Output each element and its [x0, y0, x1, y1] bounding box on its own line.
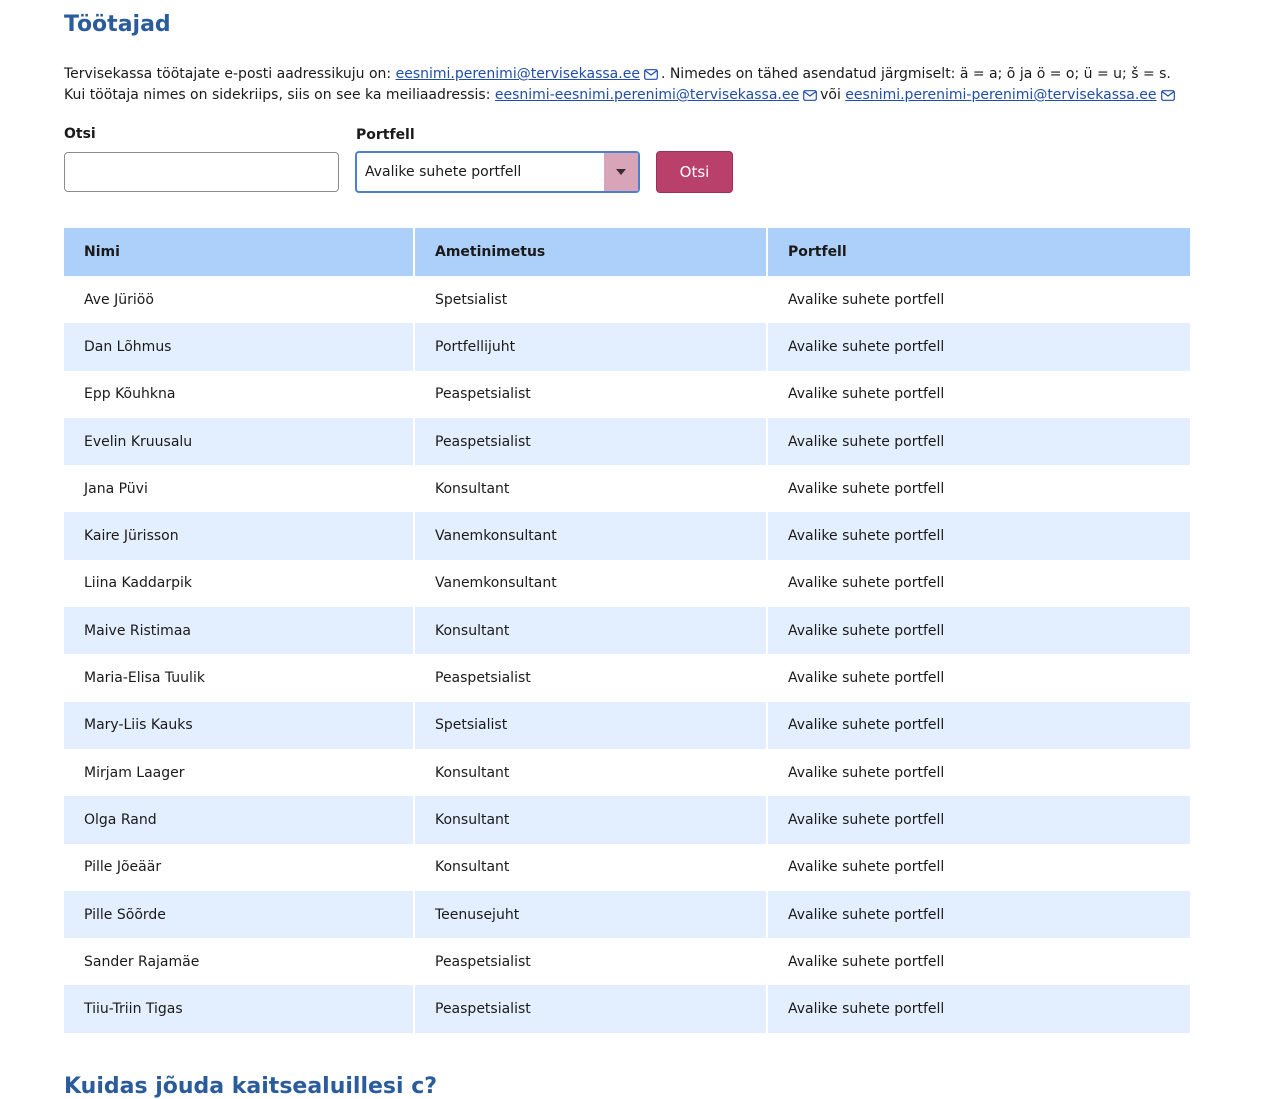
cell-portfell: Avalike suhete portfell	[767, 418, 1190, 465]
table-header-row	[64, 228, 1190, 276]
employees-table	[64, 228, 1190, 1033]
cell-portfell: Avalike suhete portfell	[767, 938, 1190, 985]
cell-title: Spetsialist	[414, 276, 767, 323]
portfell-selected-value: Avalike suhete portfell	[365, 164, 522, 180]
page-title: Töötajad	[64, 12, 171, 37]
cell-name: Mary-Liis Kauks	[64, 702, 414, 749]
cell-name: Jana Püvi	[84, 480, 148, 497]
cell-name: Tiiu-Triin Tigas	[64, 985, 414, 1032]
cell-title: Spetsialist	[414, 702, 767, 749]
chevron-down-icon[interactable]	[604, 153, 638, 191]
table-row	[64, 371, 1190, 418]
cell-portfell: Avalike suhete portfell	[767, 323, 1190, 370]
cell-portfell: Avalike suhete portfell	[767, 607, 1190, 654]
cell-name: Evelin Kruusalu	[64, 418, 414, 465]
cell-portfell: Avalike suhete portfell	[767, 749, 1190, 796]
table-row	[64, 796, 1190, 843]
cell-name: Mirjam Laager	[84, 764, 185, 781]
cell-name: Olga Rand	[64, 796, 414, 843]
cell-portfell: Avalike suhete portfell	[767, 276, 1190, 323]
cell-name: Sander Rajamäe	[84, 953, 200, 970]
table-row	[64, 891, 1190, 938]
cell-portfell: Avalike suhete portfell	[767, 891, 1190, 938]
cell-name: Ave Jüriöö	[84, 291, 154, 308]
table-body	[64, 276, 1190, 1033]
cell-title: Vanemkonsultant	[414, 512, 767, 559]
cell-name: Liina Kaddarpik	[84, 575, 192, 592]
cell-title: Konsultant	[414, 749, 767, 796]
portfell-select[interactable]	[355, 151, 640, 193]
portfell-label: Portfell	[356, 127, 415, 143]
cell-title: Konsultant	[414, 607, 767, 654]
cell-name: Epp Kõuhkna	[84, 386, 176, 403]
table-row	[64, 702, 1190, 749]
cell-portfell: Avalike suhete portfell	[767, 796, 1190, 843]
cell-title: Portfellijuht	[414, 323, 767, 370]
cell-portfell: Avalike suhete portfell	[767, 702, 1190, 749]
cell-title: Vanemkonsultant	[414, 560, 767, 607]
cell-title: Teenusejuht	[414, 891, 767, 938]
cell-title: Peaspetsialist	[414, 418, 767, 465]
column-header-title: Ametinimetus	[414, 228, 767, 276]
table-row	[64, 938, 1190, 985]
cell-name: Dan Lõhmus	[64, 323, 414, 370]
email-hyphen-last-link[interactable]: eesnimi.perenimi-perenimi@tervisekassa.ee	[845, 87, 1157, 103]
column-header-name: Nimi	[64, 228, 414, 276]
cell-title: Konsultant	[414, 465, 767, 512]
mail-icon	[1161, 90, 1175, 101]
cell-name: Maive Ristimaa	[64, 607, 414, 654]
cell-title: Peaspetsialist	[414, 654, 767, 701]
cell-portfell: Avalike suhete portfell	[767, 844, 1190, 891]
cell-name: Maria-Elisa Tuulik	[84, 670, 205, 687]
email-hyphen-first-link[interactable]: eesnimi-eesnimi.perenimi@tervisekassa.ee	[494, 87, 800, 103]
cell-title: Konsultant	[414, 844, 767, 891]
table-row	[64, 323, 1190, 370]
cell-name: Pille Jõeäär	[84, 859, 162, 876]
column-header-portfell: Portfell	[767, 228, 1190, 276]
mail-icon	[644, 69, 658, 80]
cell-title: Konsultant	[414, 796, 767, 843]
cell-title: Peaspetsialist	[414, 938, 767, 985]
table-row	[64, 560, 1190, 607]
cell-portfell: Avalike suhete portfell	[767, 654, 1190, 701]
table-row	[64, 512, 1190, 559]
cell-name: Pille Sõõrde	[64, 891, 414, 938]
search-button[interactable]: Otsi	[656, 151, 733, 193]
cell-title: Peaspetsialist	[414, 985, 767, 1032]
table-row	[64, 985, 1190, 1032]
search-label: Otsi	[64, 126, 96, 142]
table-row	[64, 465, 1190, 512]
cell-name: Kaire Jürisson	[64, 512, 414, 559]
table-row	[64, 749, 1190, 796]
cell-portfell: Avalike suhete portfell	[767, 512, 1190, 559]
table-row	[64, 654, 1190, 701]
table-row	[64, 418, 1190, 465]
cell-portfell: Avalike suhete portfell	[767, 465, 1190, 512]
next-section-heading: Kuidas jõuda kaitsealuillesi c?	[64, 1074, 438, 1099]
mail-icon	[803, 90, 817, 101]
cell-portfell: Avalike suhete portfell	[767, 985, 1190, 1032]
email-format-link[interactable]: eesnimi.perenimi@tervisekassa.ee	[395, 66, 640, 82]
table-row	[64, 276, 1190, 323]
cell-portfell: Avalike suhete portfell	[767, 371, 1190, 418]
search-input[interactable]	[64, 152, 339, 192]
intro-text: Tervisekassa töötajate e-posti aadressikuju on: eesnimi.perenimi@tervisekassa.ee . Nimedes on tähed asendatud järgmiselt: ä = a; õ ja ö = o; ü = u; š = s. Kui töötaja nimes on sidekriips, siis on see ka meiliaadressis: eesnimi-eesnimi.perenimi@tervisekassa.ee või eesnimi.perenimi-perenimi@tervisekassa.ee	[64, 64, 1184, 106]
table-row	[64, 607, 1190, 654]
cell-title: Peaspetsialist	[414, 371, 767, 418]
table-row	[64, 844, 1190, 891]
cell-portfell: Avalike suhete portfell	[767, 560, 1190, 607]
